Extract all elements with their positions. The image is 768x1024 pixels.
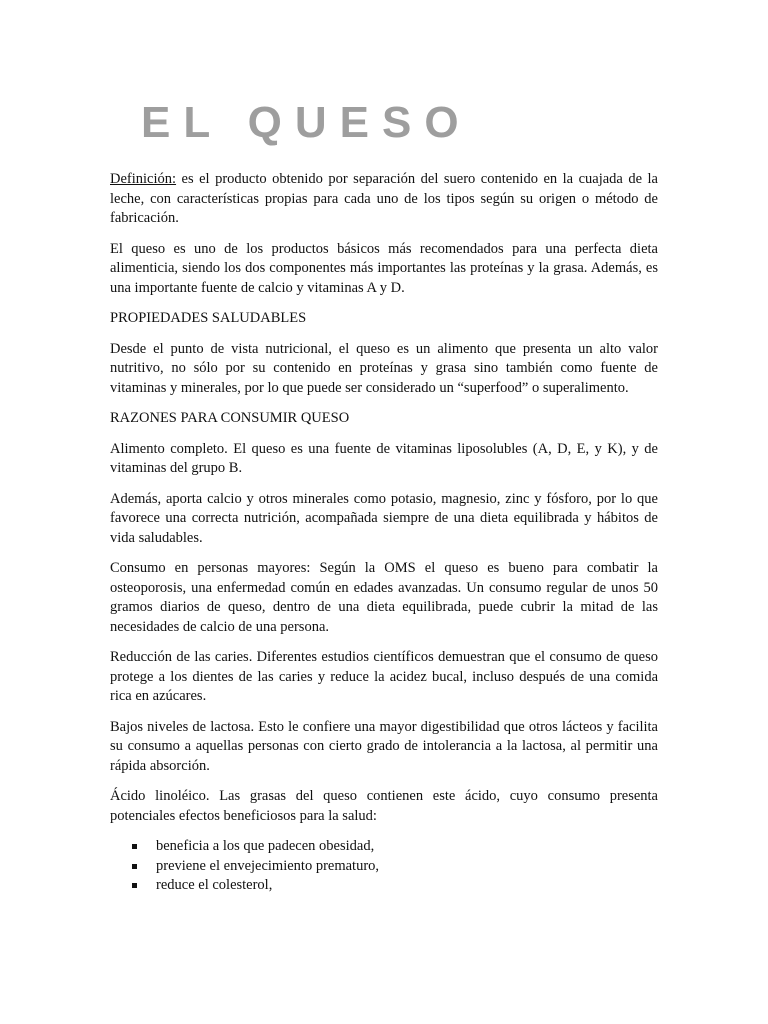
intro-paragraph: El queso es uno de los productos básicos más recomendados para una perfecta dieta alimenticia, siendo los dos componentes más importantes las proteínas y la grasa. Además, es una importante fuente de calcio y vitaminas A y D. — [110, 240, 658, 296]
bullet-square-icon — [132, 883, 137, 888]
reason-elderly: Consumo en personas mayores: Según la OMS el queso es bueno para combatir la osteoporosis, una enfermedad común en edades avanzadas. Un consumo regular de unos 50 gramos diarios de queso, dentro de una dieta equilibrada, puede cubrir la mitad de las necesidades de calcio de una persona. — [110, 560, 658, 635]
reason-minerals: Además, aporta calcio y otros minerales como potasio, magnesio, zinc y fósforo, por lo que favorece una correcta nutrición, acompañada siempre de una dieta equilibrada y hábitos de vida saludables. — [110, 490, 658, 546]
list-item — [132, 876, 658, 896]
benefits-list — [110, 837, 658, 896]
definition-text: es el producto obtenido por separación del suero contenido en la cuajada de la leche, con características propias para cada uno de los tipos según su origen o método de fabricación. — [110, 171, 658, 226]
list-item-text: beneficia a los que padecen obesidad, — [156, 838, 375, 854]
definition-paragraph — [110, 170, 658, 229]
list-item — [132, 837, 658, 857]
list-item-text: reduce el colesterol, — [156, 877, 273, 893]
bullet-square-icon — [132, 844, 137, 849]
health-heading: PROPIEDADES SALUDABLES — [110, 310, 307, 326]
reason-lactose: Bajos niveles de lactosa. Esto le confiere una mayor digestibilidad que otros lácteos y facilita su consumo a aquellas personas con cierto grado de intolerancia a la lactosa, al permitir una rápida absorción. — [110, 718, 658, 774]
document-body — [110, 170, 658, 896]
reasons-heading: RAZONES PARA CONSUMIR QUESO — [110, 410, 350, 426]
list-item — [132, 857, 658, 877]
document-title: EL QUESO — [141, 98, 472, 147]
list-item-text: previene el envejecimiento prematuro, — [156, 857, 380, 874]
reason-caries: Reducción de las caries. Diferentes estudios científicos demuestran que el consumo de queso protege a los dientes de las caries y reduce la acidez bucal, incluso después de una comida rica en azúcares. — [110, 649, 658, 704]
health-paragraph: Desde el punto de vista nutricional, el queso es un alimento que presenta un alto valor nutritivo, no sólo por su contenido en proteínas y grasa sino también como fuente de vitaminas y minerales, por lo que puede ser considerado un “superfood” o superalimento. — [110, 340, 658, 396]
definition-label: Definición: — [110, 171, 177, 187]
reason-linoleic: Ácido linoléico. Las grasas del queso contienen este ácido, cuyo consumo presenta potenciales efectos beneficiosos para la salud: — [110, 788, 658, 824]
reason-complete-food: Alimento completo. El queso es una fuente de vitaminas liposolubles (A, D, E, y K), y de vitaminas del grupo B. — [110, 440, 658, 476]
bullet-square-icon — [132, 864, 137, 869]
